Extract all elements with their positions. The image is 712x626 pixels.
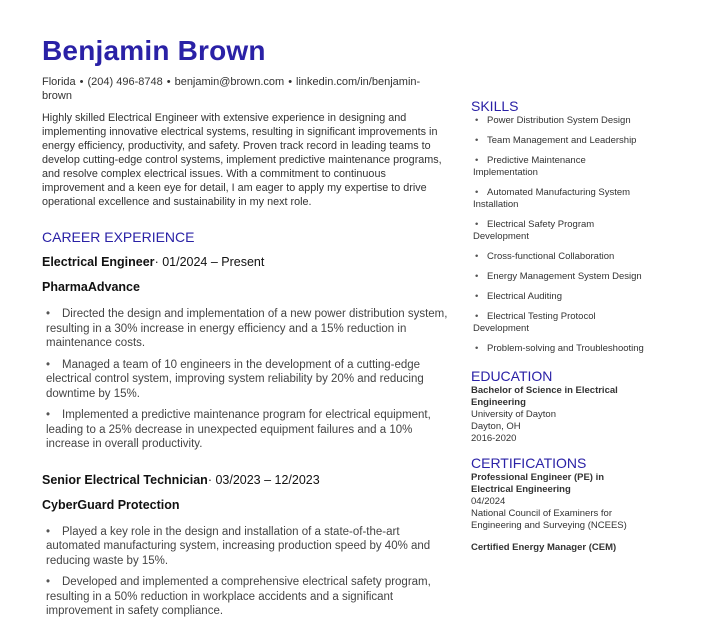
certification-entry (471, 472, 646, 532)
job-title-line (42, 472, 448, 489)
cert-date: 04/2024 (471, 496, 506, 507)
skill-item (473, 155, 646, 179)
list-item (46, 525, 448, 569)
skill-text: Problem-solving and Troubleshooting (487, 343, 644, 354)
cert-name: Certified Energy Manager (CEM) (471, 542, 617, 553)
summary: Highly skilled Electrical Engineer with extensive experience in designing and implementing innovative electrical systems, resulting in significant improvements in energy efficiency, productivity, and safety. Proven track record in leading teams to develop cutting-edge control systems, implement predictive maintenance programs, and resolve complex electrical issues. With a commitment to continuous improvement and a keen eye for detail, I am eager to apply my expertise to drive operational excellence and sustainability in my next role. (42, 112, 442, 208)
bullet-icon: • (475, 251, 479, 262)
contact-phone: (204) 496-8748 (87, 76, 163, 88)
company-name: CyberGuard Protection (42, 497, 180, 512)
sidebar-column (471, 98, 646, 564)
bullet-icon: • (475, 311, 479, 322)
skill-text: Automated Manufacturing System Installation (473, 187, 631, 210)
cert-name: Professional Engineer (PE) in Electrical Engineering (471, 472, 605, 495)
school-location: Dayton, OH (471, 421, 521, 432)
skill-text: Electrical Safety Program Development (473, 219, 595, 242)
bullet-text: Developed and implemented a comprehensive electrical safety program, resulting in a 50% reduction in workplace accidents and a significant improvement in safety compliance. (46, 576, 431, 617)
bullet-icon: • (475, 155, 479, 166)
skill-text: Electrical Testing Protocol Development (473, 311, 596, 334)
skill-text: Cross-functional Collaboration (487, 251, 615, 262)
bullet-text: Played a key role in the design and installation of a state-of-the-art automated manufacturing system, increasing production speed by 40% and reducing waste by 15%. (46, 525, 431, 567)
bullet-icon: • (475, 291, 479, 302)
job-dates: · 03/2023 – 12/2023 (207, 472, 320, 487)
job-2 (42, 472, 448, 619)
cert-issuer: National Council of Examiners for Engineering and Surveying (NCEES) (471, 508, 627, 531)
main-column (42, 34, 448, 626)
bullet-icon: • (46, 409, 51, 421)
list-item (46, 358, 448, 402)
job-bullets (42, 307, 448, 452)
certifications-heading: CERTIFICATIONS (471, 455, 587, 471)
separator: • (79, 76, 84, 88)
skill-text: Team Management and Leadership (487, 135, 637, 146)
skill-item (473, 343, 646, 355)
bullet-icon: • (475, 219, 479, 230)
separator: • (166, 76, 171, 88)
list-item (46, 307, 448, 351)
job-dates: · 01/2024 – Present (154, 255, 265, 269)
contact-line (42, 75, 448, 103)
skill-item (473, 135, 646, 147)
skill-text: Power Distribution System Design (487, 115, 631, 126)
skill-item (473, 219, 646, 243)
separator: • (288, 76, 293, 88)
skill-item (473, 271, 646, 283)
job-title: Electrical Engineer (42, 255, 155, 269)
list-item (46, 408, 448, 452)
list-item (46, 575, 448, 619)
bullet-text: Directed the design and implementation of a new power distribution system, resulting in a 30% increase in energy efficiency and a 15% reduction in maintenance costs. (46, 308, 448, 349)
bullet-icon: • (475, 343, 479, 354)
skills-list (471, 115, 646, 355)
bullet-icon: • (475, 115, 479, 126)
certification-entry (471, 542, 646, 554)
job-bullets (42, 525, 448, 619)
bullet-icon: • (46, 525, 51, 538)
skill-text: Electrical Auditing (487, 291, 562, 302)
bullet-icon: • (46, 576, 51, 588)
bullet-icon: • (46, 308, 51, 320)
bullet-text: Managed a team of 10 engineers in the development of a cutting-edge electrical control system, improving system reliability by 20% and reducing downtime by 15%. (46, 358, 424, 400)
bullet-icon: • (46, 358, 51, 371)
experience-heading: CAREER EXPERIENCE (42, 229, 195, 245)
bullet-icon: • (475, 187, 479, 198)
bullet-icon: • (475, 135, 479, 146)
contact-email[interactable]: benjamin@brown.com (174, 76, 285, 88)
skill-item (473, 291, 646, 303)
degree: Bachelor of Science in Electrical Engineering (471, 385, 618, 408)
education-heading: EDUCATION (471, 368, 553, 384)
contact-linkedin[interactable]: linkedin.com/in/benjamin-brown (42, 76, 421, 102)
education-entry (471, 385, 646, 445)
candidate-name: Benjamin Brown (42, 35, 266, 66)
job-title-line (42, 254, 448, 271)
skill-item (473, 187, 646, 211)
bullet-icon: • (475, 271, 479, 282)
skill-text: Energy Management System Design (487, 271, 642, 282)
school: University of Dayton (471, 409, 557, 420)
contact-location: Florida (42, 76, 76, 88)
job-1 (42, 254, 448, 452)
bullet-text: Implemented a predictive maintenance program for electrical equipment, leading to a 25% decrease in unexpected equipment failures and a 10% increase in overall productivity. (46, 409, 431, 450)
skill-text: Predictive Maintenance Implementation (473, 155, 586, 178)
company-name: PharmaAdvance (42, 280, 140, 294)
skill-item (473, 311, 646, 335)
job-title: Senior Electrical Technician (42, 472, 208, 487)
skills-heading: SKILLS (471, 98, 519, 114)
education-years: 2016-2020 (471, 433, 517, 444)
skill-item (473, 115, 646, 127)
skill-item (473, 251, 646, 263)
